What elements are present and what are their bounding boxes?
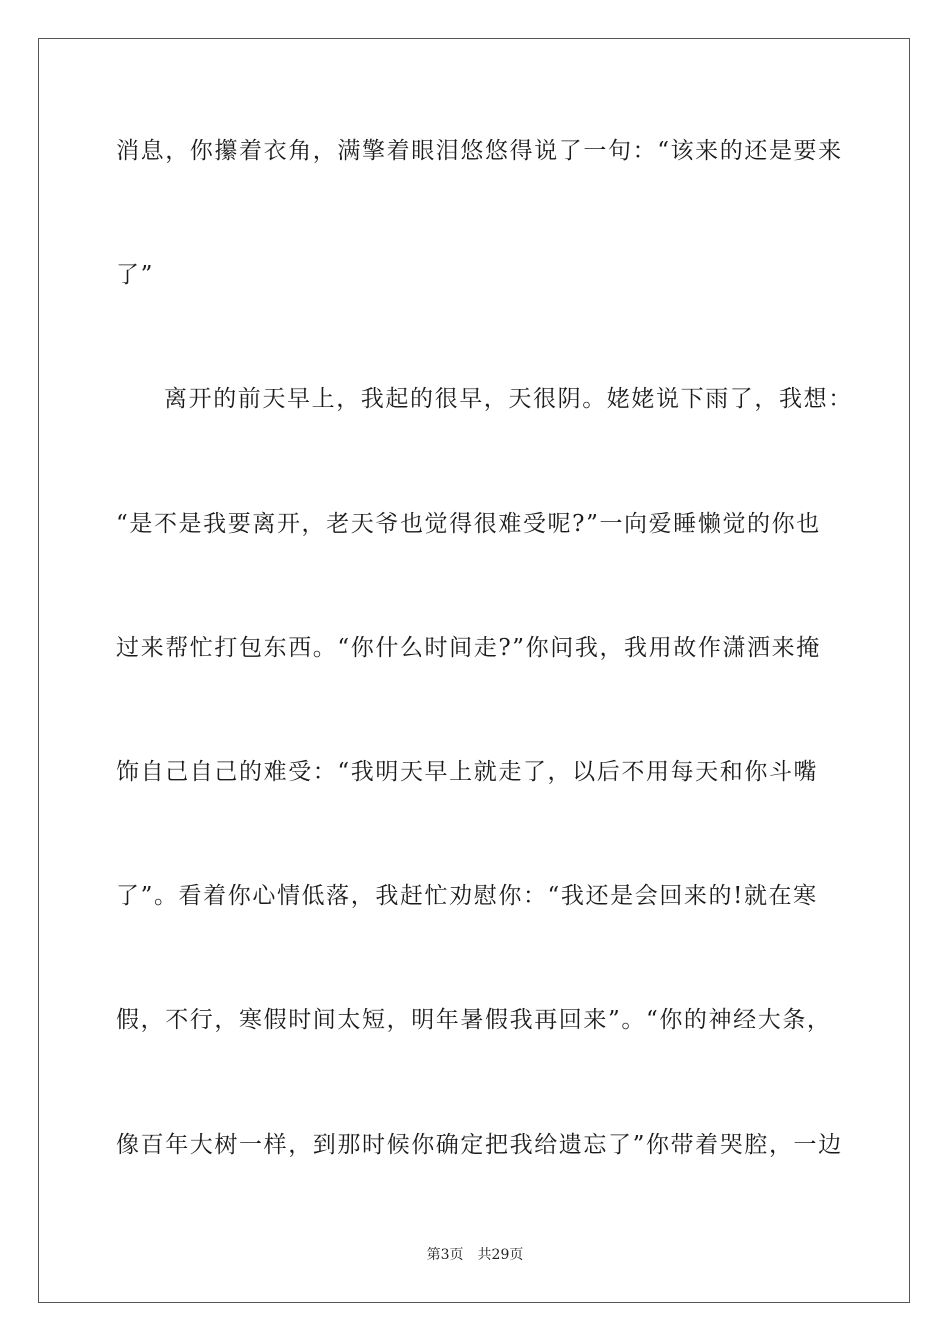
body-line-6: 饰自己自己的难受：“我明天早上就走了，以后不用每天和你斗嘴 xyxy=(116,759,819,785)
page-footer xyxy=(0,1246,950,1264)
body-line-5: 过来帮忙打包东西。“你什么时间走?”你问我，我用故作潇洒来掩 xyxy=(116,635,821,661)
page-number: 第3页 xyxy=(426,1247,464,1263)
body-line-4: “是不是我要离开，老天爷也觉得很难受呢?”一向爱睡懒觉的你也 xyxy=(116,511,821,537)
body-line-3-paragraph-start: 离开的前天早上，我起的很早，天很阴。姥姥说下雨了，我想： xyxy=(164,386,853,412)
body-line-1: 消息，你攥着衣角，满擎着眼泪悠悠得说了一句：“该来的还是要来 xyxy=(116,138,843,164)
body-line-7: 了”。看着你心情低落，我赶忙劝慰你：“我还是会回来的!就在寒 xyxy=(116,883,818,909)
page-frame xyxy=(38,38,910,1303)
body-line-9: 像百年大树一样，到那时候你确定把我给遗忘了”你带着哭腔，一边 xyxy=(116,1132,843,1158)
body-line-2: 了” xyxy=(116,262,154,288)
body-line-8: 假，不行，寒假时间太短，明年暑假我再回来”。“你的神经大条， xyxy=(116,1007,832,1033)
page-total: 共29页 xyxy=(477,1247,524,1263)
